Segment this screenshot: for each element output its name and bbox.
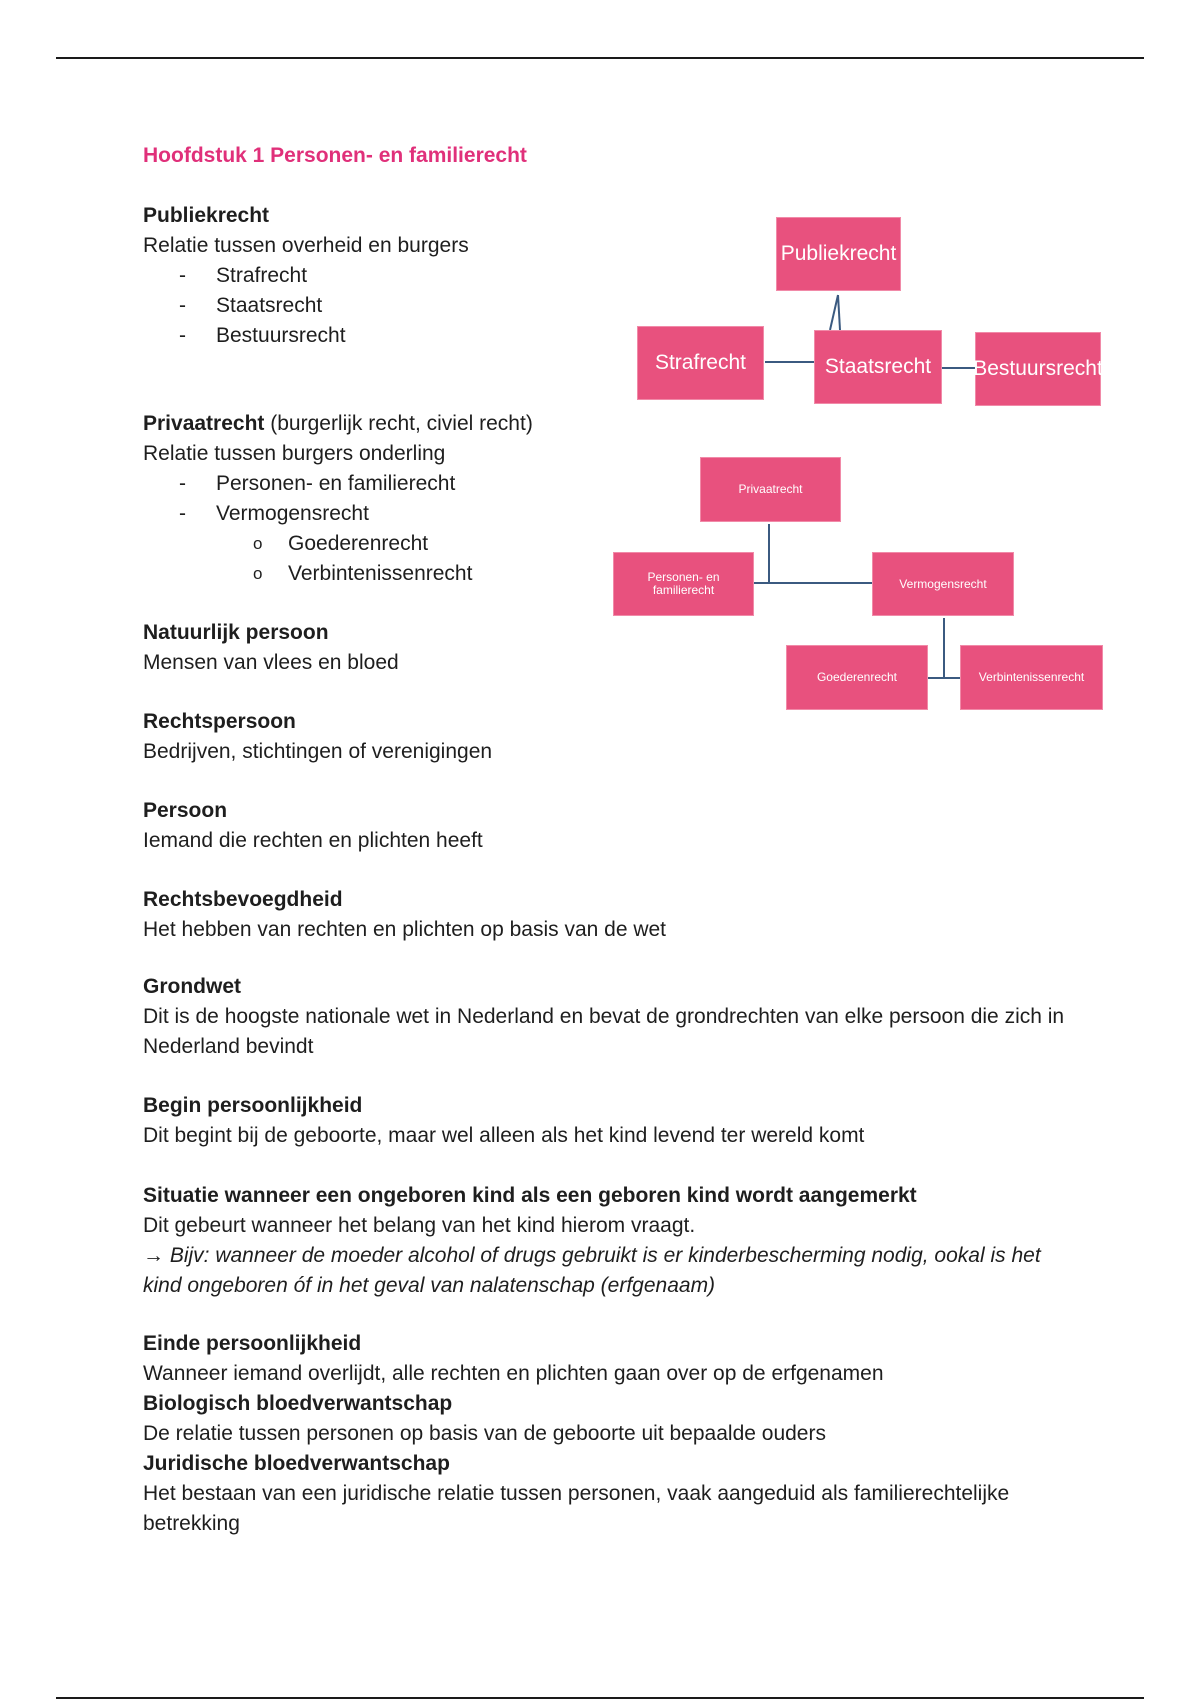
publiekrecht-heading: Publiekrecht	[143, 204, 270, 227]
diagram-node-vermogensrecht: Vermogensrecht	[872, 552, 1014, 616]
section-text: Bedrijven, stichtingen of verenigingen	[143, 740, 493, 763]
section-heading: Natuurlijk persoon	[143, 621, 329, 644]
section-text: Dit gebeurt wanneer het belang van het kind hierom vraagt.	[143, 1214, 696, 1237]
diagram-node-goederenrecht: Goederenrecht	[786, 645, 928, 710]
diagram-node-personen-familierecht: Personen- en familierecht	[613, 552, 754, 616]
chapter-title: Hoofdstuk 1 Personen- en familierecht	[143, 144, 527, 167]
list-item: - Strafrecht	[143, 261, 469, 291]
section-heading: Begin persoonlijkheid	[143, 1094, 363, 1117]
section-text: Wanneer iemand overlijdt, alle rechten en plichten gaan over op de erfgenamen	[143, 1362, 884, 1385]
diagram-node-strafrecht: Strafrecht	[637, 326, 764, 400]
section-example: → Bijv: wanneer de moeder alcohol of drugs gebruikt is er kinderbescherming nodig, ookal is het kind ongeboren óf in het geval van nalatenschap (erfgenaam)	[143, 1244, 1041, 1297]
section-text: De relatie tussen personen op basis van de geboorte uit bepaalde ouders	[143, 1422, 826, 1445]
list-item: - Personen- en familierecht	[143, 469, 533, 499]
list-item: - Staatsrecht	[143, 291, 469, 321]
diagram-node-staatsrecht: Staatsrecht	[814, 330, 942, 404]
privaatrecht-heading-extra: (burgerlijk recht, civiel recht)	[264, 412, 533, 435]
diagram-node-bestuursrecht: Bestuursrecht	[975, 332, 1101, 406]
bottom-rule	[56, 1697, 1144, 1699]
section-text: Het hebben van rechten en plichten op basis van de wet	[143, 918, 667, 941]
section-heading: Rechtsbevoegdheid	[143, 888, 343, 911]
section-heading: Biologisch bloedverwantschap	[143, 1392, 453, 1415]
list-item: - Vermogensrecht	[143, 499, 533, 529]
section-heading: Grondwet	[143, 975, 241, 998]
section-text: Mensen van vlees en bloed	[143, 651, 399, 674]
publiekrecht-text: Relatie tussen overheid en burgers	[143, 234, 469, 257]
connector-line	[838, 295, 840, 330]
section-text: Dit is de hoogste nationale wet in Nederland en bevat de grondrechten van elke persoon die zich in Nederland bevindt	[143, 1005, 1065, 1058]
privaatrecht-heading: Privaatrecht	[143, 412, 265, 435]
diagram-node-publiekrecht: Publiekrecht	[776, 217, 901, 291]
list-item: - Bestuursrecht	[143, 321, 469, 351]
section-text: Iemand die rechten en plichten heeft	[143, 829, 483, 852]
section-heading: Rechtspersoon	[143, 710, 296, 733]
section-heading: Einde persoonlijkheid	[143, 1332, 362, 1355]
list-item: o Verbintenissenrecht	[143, 559, 533, 589]
section-text: Dit begint bij de geboorte, maar wel alleen als het kind levend ter wereld komt	[143, 1124, 865, 1147]
list-item: o Goederenrecht	[143, 529, 533, 559]
section-text: Het bestaan van een juridische relatie tussen personen, vaak aangeduid als familierechtelijke betrekking	[143, 1482, 1010, 1535]
section-heading: Persoon	[143, 799, 228, 822]
section-heading: Juridische bloedverwantschap	[143, 1452, 450, 1475]
privaatrecht-text: Relatie tussen burgers onderling	[143, 442, 446, 465]
section-heading: Situatie wanneer een ongeboren kind als een geboren kind wordt aangemerkt	[143, 1184, 917, 1207]
connector-line	[830, 295, 838, 330]
diagram-node-privaatrecht: Privaatrecht	[700, 457, 841, 522]
diagram-node-verbintenissenrecht: Verbintenissenrecht	[960, 645, 1103, 710]
